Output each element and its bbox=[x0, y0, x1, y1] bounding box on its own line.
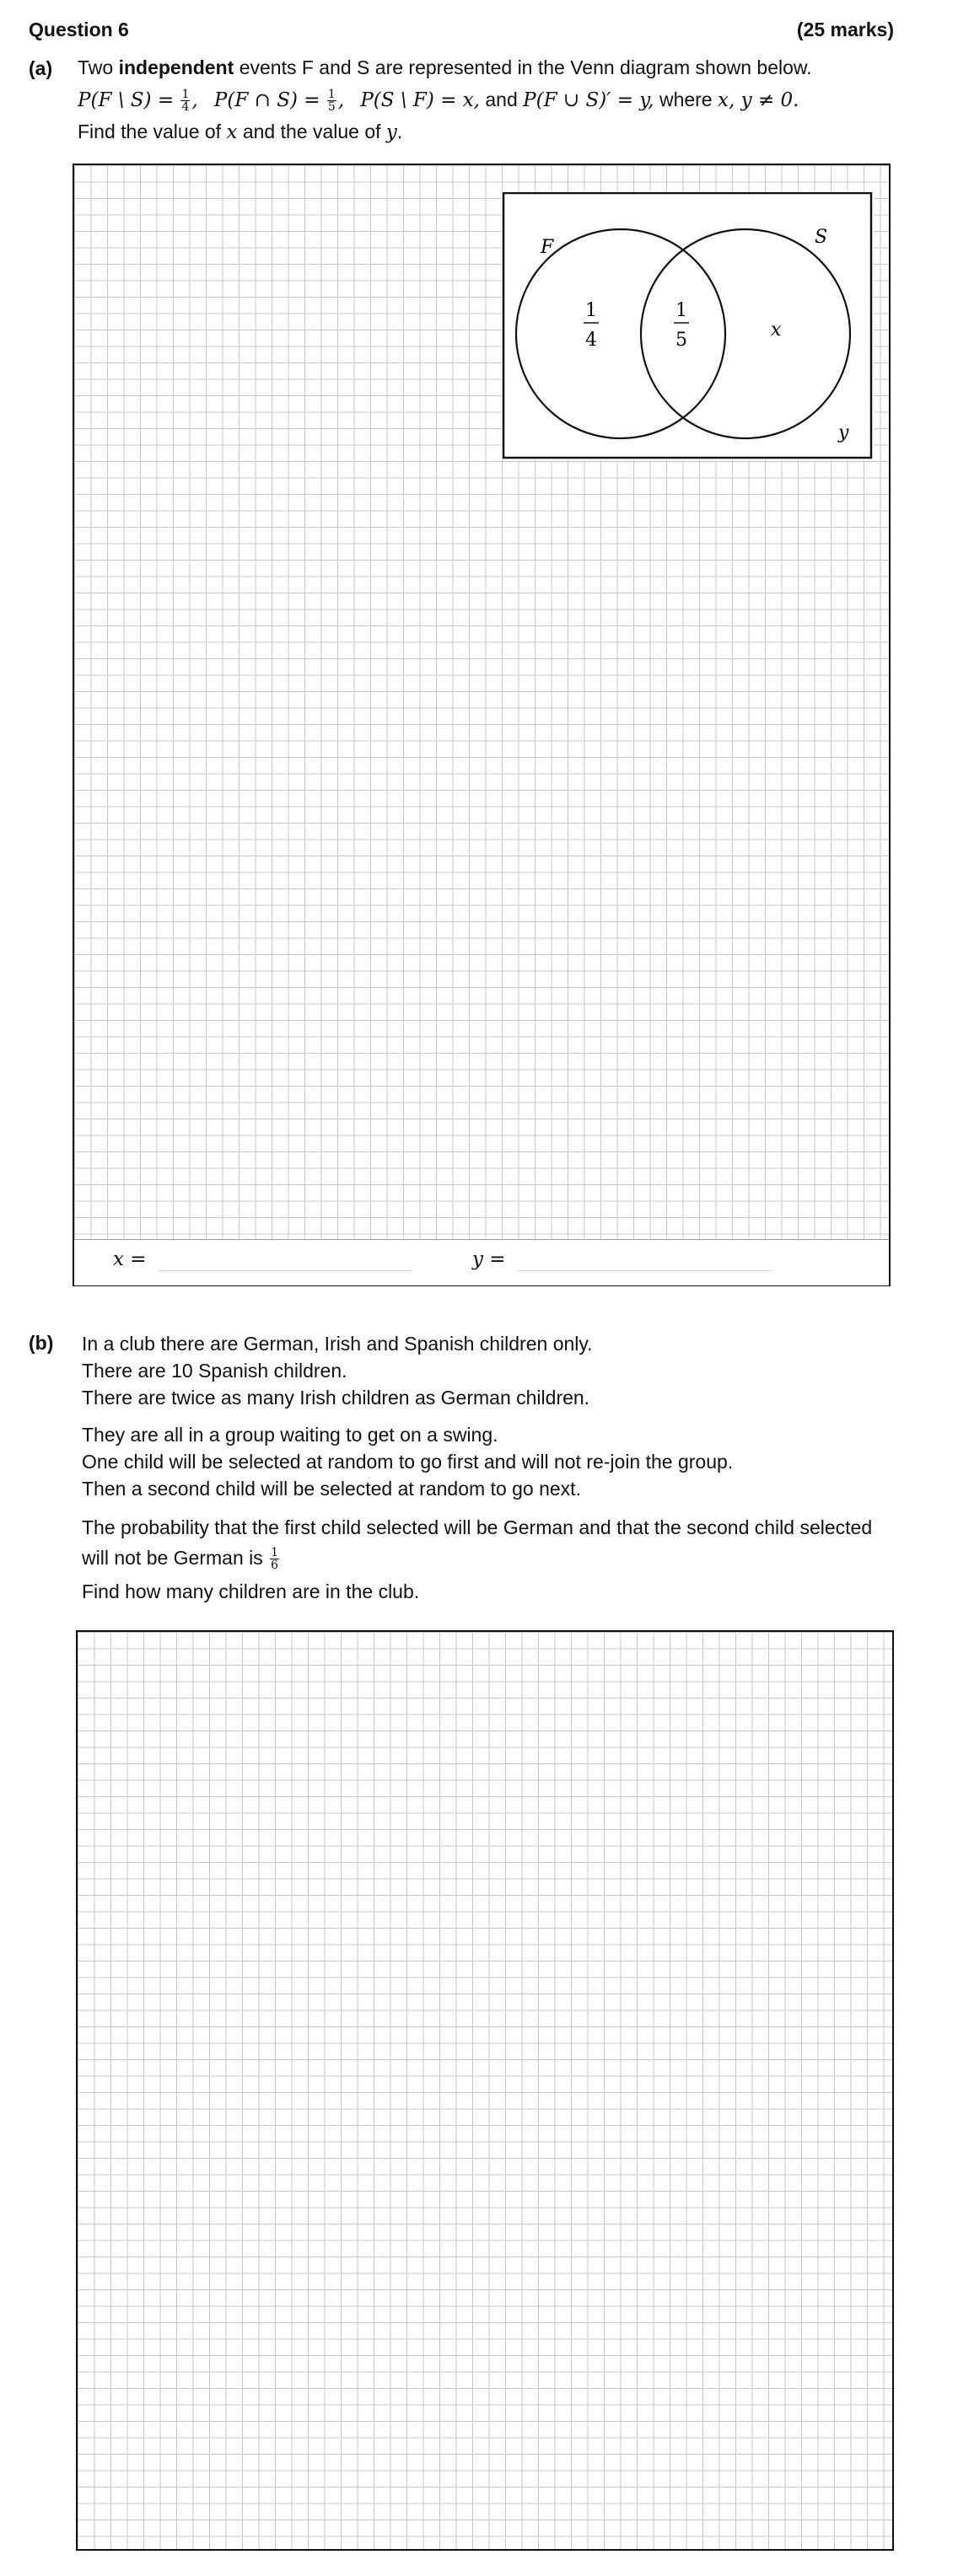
venn-outside: y bbox=[838, 422, 849, 443]
where-word: where bbox=[654, 89, 718, 110]
part-b-probability-line-2: will not be German is $\frac{1}{6}$ bbox=[82, 1546, 279, 1573]
intro-pre: Two bbox=[78, 56, 119, 78]
part-a-probabilities: P(F \ S) = $\frac{1}{4}$ , P(F ∩ S) = $\frac{1}{5}$ , P(S \ F) = x, and P(F ∪ S)′ = y, where x, y ≠ 0. bbox=[78, 88, 799, 115]
answer-x-label: x = bbox=[113, 1248, 147, 1270]
part-b-line-6: Then a second child will be selected at random to go next. bbox=[82, 1478, 581, 1500]
and-word: and bbox=[480, 89, 524, 110]
prob-f-minus-s: P(F \ S) = bbox=[78, 89, 175, 111]
part-b-line-3: There are twice as many Irish children as German children. bbox=[82, 1387, 590, 1409]
part-a-instruction: Find the value of x and the value of y. bbox=[78, 121, 403, 143]
part-b-label: (b) bbox=[29, 1332, 54, 1354]
fraction-one-quarter: $\frac{1}{4}$ bbox=[181, 88, 190, 115]
part-b-final-instruction: Find how many children are in the club. bbox=[82, 1580, 420, 1602]
venn-diagram bbox=[503, 192, 874, 460]
fraction-one-sixth: $\frac{1}{6}$ bbox=[271, 1546, 279, 1573]
venn-both-den: 5 bbox=[675, 330, 687, 351]
prob-s-minus-f: P(S \ F) = x, bbox=[360, 89, 480, 111]
intro-post: events F and S are represented in the Venn diagram shown below. bbox=[234, 56, 812, 78]
part-a-label: (a) bbox=[29, 57, 53, 79]
part-b-answer-grid[interactable] bbox=[76, 1630, 894, 2551]
venn-svg bbox=[503, 192, 874, 460]
condition: x, y ≠ 0. bbox=[718, 89, 799, 111]
answer-strip bbox=[74, 1239, 889, 1285]
prob-f-and-s: P(F ∩ S) = bbox=[213, 89, 320, 111]
venn-both-num: 1 bbox=[675, 300, 687, 321]
venn-label-f: F bbox=[541, 237, 554, 258]
question-title: Question 6 bbox=[29, 19, 129, 40]
venn-label-s: S bbox=[815, 227, 828, 248]
answer-x-line[interactable] bbox=[159, 1270, 412, 1271]
part-a-answer-grid[interactable] bbox=[73, 164, 891, 1286]
venn-only-f-num: 1 bbox=[585, 300, 597, 321]
question-marks: (25 marks) bbox=[796, 19, 894, 40]
fraction-one-fifth: $\frac{1}{5}$ bbox=[327, 88, 336, 115]
venn-only-s: x bbox=[771, 319, 782, 341]
prob-complement: P(F ∪ S)′ = y, bbox=[523, 89, 654, 111]
part-b-line-2: There are 10 Spanish children. bbox=[82, 1360, 347, 1382]
part-b-line-4: They are all in a group waiting to get on a swing. bbox=[82, 1424, 498, 1446]
answer-y-label: y = bbox=[472, 1248, 506, 1270]
intro-bold: independent bbox=[118, 56, 234, 78]
part-b-line-5: One child will be selected at random to go first and will not re-join the group. bbox=[82, 1451, 734, 1473]
part-b-probability-line-1: The probability that the first child selected will be German and that the second child selected bbox=[82, 1516, 873, 1538]
answer-y-line[interactable] bbox=[518, 1270, 771, 1271]
part-a-intro bbox=[78, 54, 812, 81]
venn-only-f-den: 4 bbox=[585, 330, 597, 351]
part-b-line-1: In a club there are German, Irish and Spanish children only. bbox=[82, 1333, 593, 1355]
